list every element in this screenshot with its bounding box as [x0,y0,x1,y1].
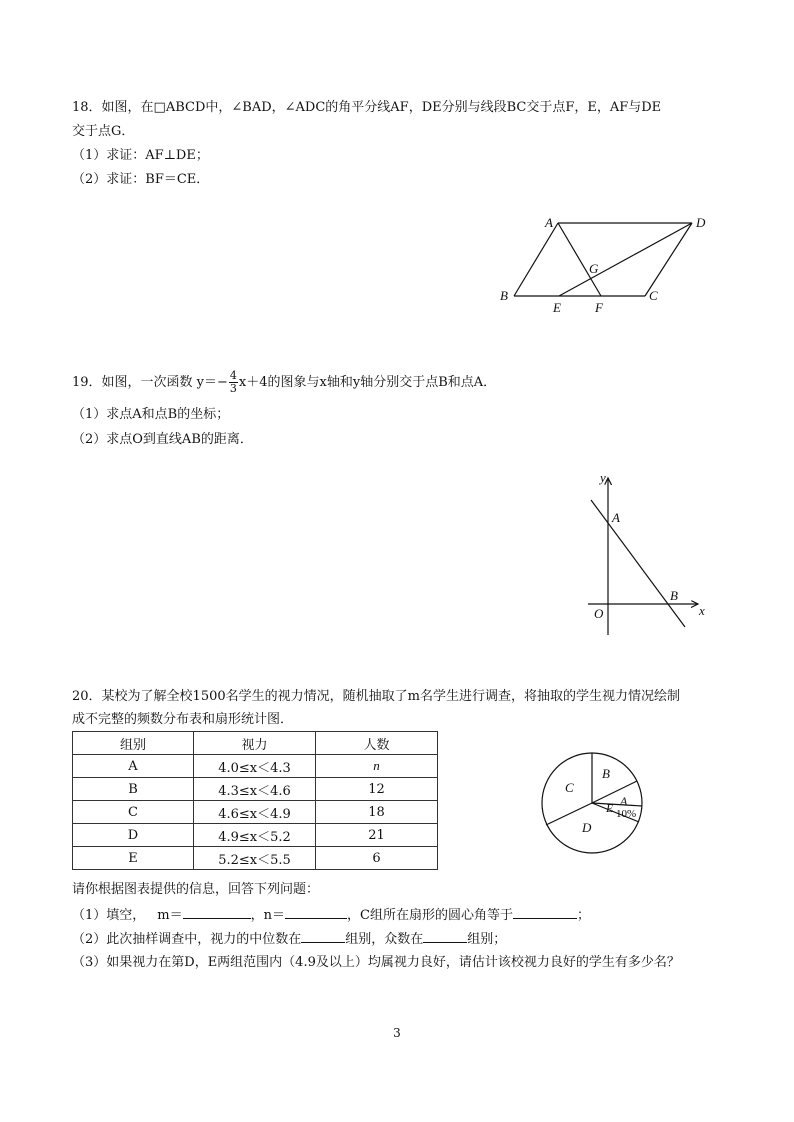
q20-p2-c: 组别； [467,932,507,947]
answer-blank-angle[interactable] [513,905,577,919]
pie-label-B: B [602,766,610,781]
table-cell: 4.0≤x＜4.3 [194,755,316,778]
label-O: O [594,606,604,621]
table-cell: 4.9≤x＜5.2 [194,824,316,847]
q19-fraction [229,370,238,395]
pie-label-pct: 10% [616,808,637,820]
table-row [73,755,438,778]
table-row [73,801,438,824]
answer-blank-mode[interactable] [423,929,467,943]
q20-p1-end: ； [576,908,590,923]
q19-line1-post: x＋4的图象与x轴和y轴分别交于点B和点A． [238,375,497,390]
q19-part2: （2）求点O到直线AB的距离． [72,432,253,447]
table-cell: 18 [316,801,438,824]
pie-divider [592,781,637,803]
q20-p1-a: （1）填空， [72,908,146,923]
table-cell: 4.3≤x＜4.6 [194,778,316,801]
segment-AB [514,223,558,296]
table-cell: 4.6≤x＜4.9 [194,801,316,824]
q20-p2-a: （2）此次抽样调查中，视力的中位数在 [72,932,302,947]
table-cell: 6 [316,847,438,870]
table-cell: B [73,778,194,801]
q20-p1-comma: ， [250,908,264,923]
q19-line1-pre: 19．如图，一次函数 y＝− [72,375,228,390]
frequency-table [72,731,438,870]
table-cell: 21 [316,824,438,847]
q20-part1 [72,905,590,926]
pie-label-C: C [565,780,574,795]
label-D: D [696,215,706,230]
label-E: E [553,300,561,315]
table-header: 组别 [73,732,194,755]
table-row [73,778,438,801]
segment-CD [645,223,692,296]
table-header-row [73,732,438,755]
table-row [73,847,438,870]
table-cell: n [316,755,438,778]
table-cell: A [73,755,194,778]
q19-frac-den: 3 [229,382,237,395]
pie-chart [530,745,660,865]
table-cell: 12 [316,778,438,801]
label-B: B [670,588,678,603]
q20-prompt: 请你根据图表提供的信息，回答下列问题： [72,882,320,897]
q19-line1 [72,370,496,395]
label-A: A [612,510,620,525]
table-header: 视力 [194,732,316,755]
label-B: B [500,288,508,303]
line-AB [591,500,685,627]
page-number: 3 [393,1026,401,1040]
q19-part1: （1）求点A和点B的坐标； [72,407,230,422]
pie-label-D: D [582,820,592,835]
table-cell: 5.2≤x＜5.5 [194,847,316,870]
q18-part1: （1）求证：AF⊥DE； [72,148,209,163]
q20-p2-b: 组别，众数在 [345,932,424,947]
q20-line2: 成不完整的频数分布表和扇形统计图． [72,712,294,727]
q19-frac-num: 4 [229,369,237,382]
q18-part2: （2）求证：BF＝CE． [72,172,210,187]
answer-blank-n[interactable] [285,905,347,919]
table-row [73,824,438,847]
q18-line1: 18．如图，在□ABCD中，∠BAD，∠ADC的角平分线AF，DE分别与线段BC交于点F，E，AF与DE [72,100,662,115]
q20-p1-c: ，C组所在扇形的圆心角等于 [347,908,513,923]
label-y: y [600,470,606,485]
label-C: C [649,288,658,303]
linear-function-graph [580,470,720,650]
table-header: 人数 [316,732,438,755]
answer-blank-median[interactable] [301,929,345,943]
label-F: F [595,300,603,315]
label-x: x [699,603,705,618]
pie-label-A: A [620,794,628,808]
q20-part3: （3）如果视力在第D，E两组范围内（4.9及以上）均属视力良好，请估计该校视力良好的学生有多少名？ [72,955,680,970]
answer-blank-m[interactable] [183,905,251,919]
table-cell: C [73,801,194,824]
q18-line2: 交于点G． [72,124,135,139]
pie-label-E: E [606,801,614,815]
q20-p1-m: m＝ [157,908,183,923]
parallelogram-figure [490,210,720,320]
q20-p1-n: n＝ [263,908,285,923]
table-cell: D [73,824,194,847]
label-G: G [589,261,599,276]
q20-line1: 20．某校为了解全校1500名学生的视力情况，随机抽取了m名学生进行调查，将抽取的学生视力情况绘制 [72,689,680,704]
q20-part2 [72,929,506,950]
table-cell: E [73,847,194,870]
label-A: A [545,215,553,230]
